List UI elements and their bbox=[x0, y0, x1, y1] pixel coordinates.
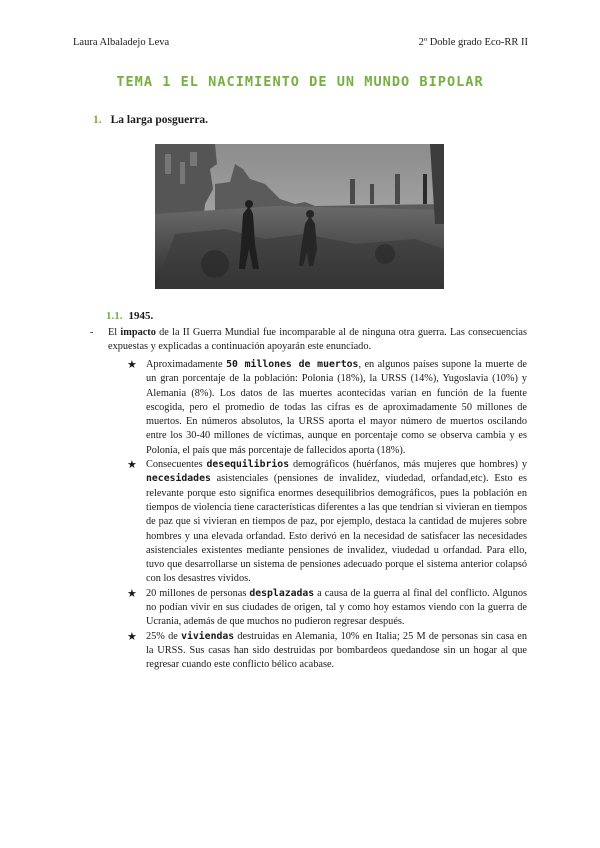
bullet-list bbox=[127, 358, 528, 673]
intro-dash: - bbox=[90, 327, 94, 338]
subsection-heading bbox=[106, 310, 153, 322]
header-course: 2º Doble grado Eco-RR II bbox=[418, 37, 528, 48]
star-bullet-icon: ★ bbox=[127, 629, 137, 643]
header-author: Laura Albaladejo Leva bbox=[73, 37, 170, 48]
section-number: 1. bbox=[93, 114, 102, 126]
bullet-displaced: ★ 20 millones de personas desplazadas a causa de la guerra al final del conflicto. Algunos no podían vivir en sus ciudades de origen, tal y como hoy estamos viendo con la guerra de Ucrania, además de que muchos no pudieron regresar después. bbox=[127, 586, 527, 628]
bullet-housing: ★ 25% de viviendas destruidas en Alemania, 10% en Italia; 25 M de personas sin casa en la URSS. Sus casas han sido destruidas por bombardeos quedandose sin un hogar al que regresar cuando este conflicto bélico acabase. bbox=[127, 629, 527, 671]
section-label: La larga posguerra. bbox=[110, 114, 209, 126]
star-bullet-icon: ★ bbox=[127, 358, 137, 371]
intro-paragraph: El impacto de la II Guerra Mundial fue incomparable al de ninguna otra guerra. Las consecuencias expuestas y explicadas a continuación apoyarán este enunciado. bbox=[108, 327, 527, 353]
subsection-label: 1945. bbox=[128, 310, 154, 322]
star-bullet-icon: ★ bbox=[127, 586, 137, 600]
bullet-deaths: ★ Aproximadamente 50 millones de muertos, en algunos países supone la muerte de un gran porcentaje de la población: Polonia (18%), la URSS (14%), Yugoslavia (10%) y Alemania (8%). Los datos de las muertes acontecidas varían en función de la fuente escogida, pero el promedio de todas las cifras es de aproximadamente 50 millones de muertos. En números absolutos, la URSS aporta el mayor número de muertos oscilando entre los 30-40 millones de víctimas, aunque en porcentaje como se observa cambia y es Polonia, el país que más porcentaje de fallecidos aporta (18%). bbox=[127, 358, 528, 456]
star-bullet-icon: ★ bbox=[127, 458, 137, 472]
subsection-number: 1.1. bbox=[106, 310, 123, 322]
bullet-imbalances: ★ Consecuentes desequilibrios demográficos (huérfanos, más mujeres que hombres) y necesidades asistenciales (pensiones de invalidez, viudedad, orfandad,etc). Esto es relevante porque esto significa enormes desequilibrios demográficos, pues la población en tiempos de violencia tiene características diferentes a las que tendrían si vivieran en tiempos de paz que si vivieran en tiempos de paz, por ejemplo, destaca la cantidad de mujeres sobre hombres y una elevada orfandad. Esto derivó en la necesidad de satisfacer las necesidades asistenciales existentes mediante pensiones de invalidez, viudedad u orfandad. Para ello, tuvo que desarrollarse un sistema de pensiones adecuado porque el sistema anterior colapsó con los desastres vividos. bbox=[127, 458, 528, 585]
war-ruins-photo bbox=[155, 144, 444, 289]
page-title: TEMA 1 EL NACIMIENTO DE UN MUNDO BIPOLAR bbox=[116, 74, 484, 90]
section-heading bbox=[93, 114, 208, 126]
